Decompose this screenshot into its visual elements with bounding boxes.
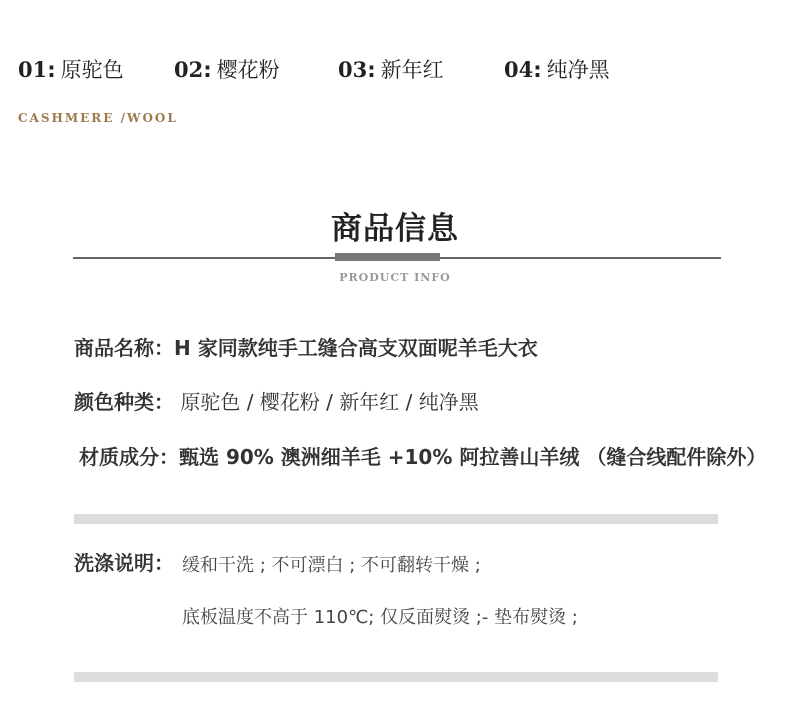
color-name: 原驼色 <box>60 58 124 82</box>
color-number: 01 <box>18 57 48 82</box>
color-option-2 <box>174 54 280 86</box>
color-option-1 <box>18 54 124 86</box>
color-name: 樱花粉 <box>216 58 280 82</box>
color-option-3 <box>338 54 444 86</box>
material-label: 材质成分： <box>79 445 179 469</box>
wash-instructions-line-2: 底板温度不高于 110℃; 仅反面熨烫 ;- 垫布熨烫 ; <box>182 607 578 628</box>
color-types-label: 颜色种类： <box>74 390 174 414</box>
material-row <box>79 441 766 470</box>
product-name-row <box>74 332 538 361</box>
color-number: 02 <box>174 57 204 82</box>
product-name-label: 商品名称： <box>74 336 174 360</box>
section-subtitle: PRODUCT INFO <box>339 271 451 284</box>
color-separator: : <box>47 58 56 82</box>
color-separator: : <box>533 58 542 82</box>
color-name: 新年红 <box>380 58 444 82</box>
section-title: 商品信息 <box>331 211 459 247</box>
color-separator: : <box>367 58 376 82</box>
color-types-value: 原驼色 / 樱花粉 / 新年红 / 纯净黑 <box>174 390 479 414</box>
material-value: 甄选 90% 澳洲细羊毛 +10% 阿拉善山羊绒 （缝合线配件除外） <box>179 445 767 469</box>
divider <box>74 672 718 682</box>
product-name-value: H 家同款纯手工缝合高支双面呢羊毛大衣 <box>174 336 538 360</box>
wash-instructions-line-1: 缓和干洗 ; 不可漂白 ; 不可翻转干燥 ; <box>182 555 481 576</box>
color-number: 03 <box>338 57 368 82</box>
color-separator: : <box>203 58 212 82</box>
color-option-4 <box>504 54 610 86</box>
color-number: 04 <box>504 57 534 82</box>
material-tag: CASHMERE /WOOL <box>18 111 178 125</box>
color-name: 纯净黑 <box>546 58 610 82</box>
title-rule-accent <box>335 253 440 261</box>
wash-instructions-label: 洗涤说明： <box>74 551 174 575</box>
color-types-row <box>74 386 479 415</box>
divider <box>74 514 718 524</box>
